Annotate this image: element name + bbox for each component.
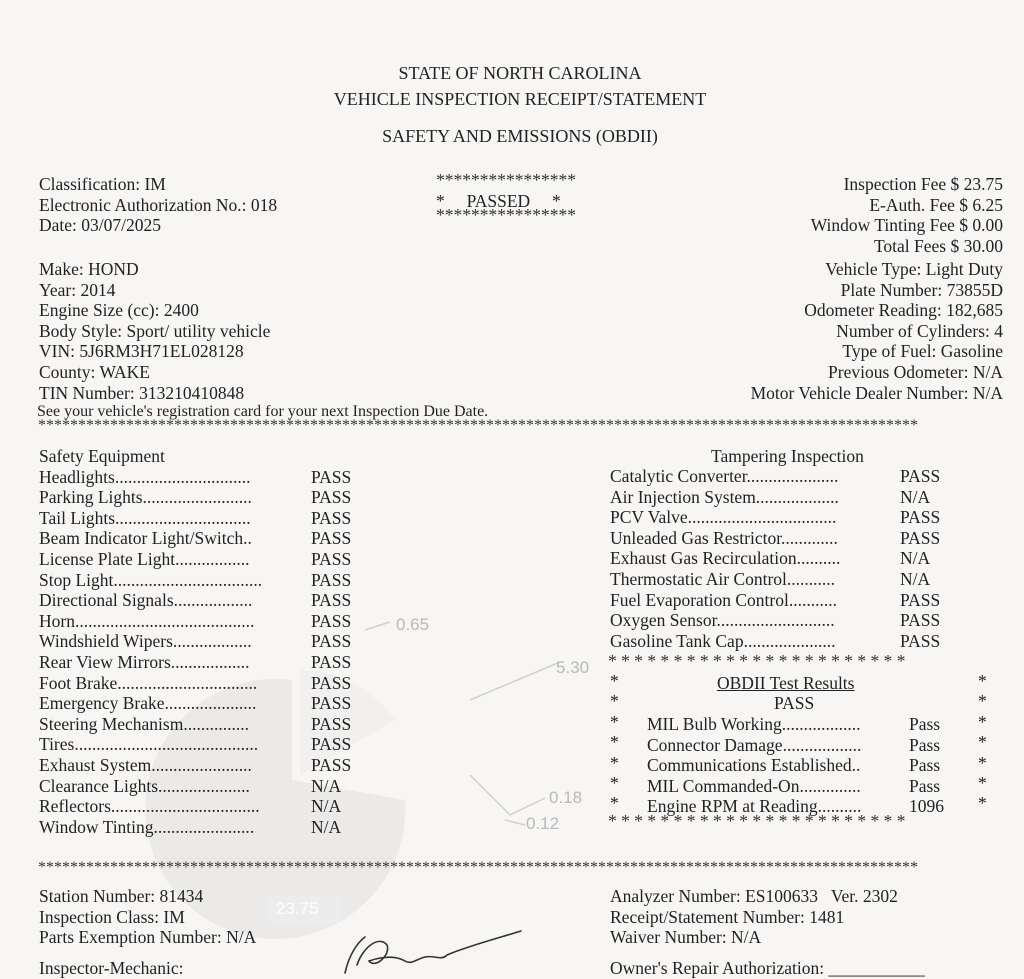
window-tinting-fee: Window Tinting Fee $ 0.00 [810,215,1003,236]
header-type: SAFETY AND EMISSIONS (OBDII) [382,126,658,146]
tampering-item-row [610,487,940,508]
safety-item-row [39,714,351,735]
authorization-number: Electronic Authorization No.: 018 [39,194,278,215]
safety-item-label: Exhaust System....................... [39,754,252,775]
obdii-result: PASS [774,693,815,713]
tampering-item-label: Gasoline Tank Cap..................... [610,630,836,651]
safety-item-label: Tail Lights............................... [39,507,251,528]
fuel-type: Type of Fuel: Gasoline [842,341,1003,362]
safety-item-label: Tires.......................................... [39,734,259,755]
safety-item-row [39,508,351,529]
watermark-number: 0.12 [526,814,560,833]
inspection-fee: Inspection Fee $ 23.75 [843,174,1003,194]
tampering-item-row [610,631,940,652]
safety-item-label: Parking Lights......................... [39,487,252,508]
divider-top: ************************************************************************************************************** [38,417,918,434]
obdii-item-row [647,735,944,756]
safety-item-label: Emergency Brake..................... [39,693,257,714]
safety-item-result: PASS [311,754,352,775]
safety-item-result: N/A [311,775,342,796]
safety-item-result: N/A [311,816,342,837]
status-label: * PASSED * [436,190,561,211]
safety-item-row [39,549,351,570]
header-title: STATE OF NORTH CAROLINA [398,63,642,83]
safety-item-label: Foot Brake................................ [39,672,258,693]
tampering-item-result: PASS [900,610,941,631]
obdii-item-row [647,714,944,735]
obdii-item-label: MIL Commanded-On.............. [647,775,861,796]
tampering-item-label: PCV Valve.................................. [610,507,837,528]
watermark-number: 5.30 [556,658,590,677]
obdii-item-label: Connector Damage.................. [647,734,862,755]
inspection-class: Inspection Class: IM [39,906,185,927]
eauth-fee: E-Auth. Fee $ 6.25 [869,194,1003,215]
safety-item-result: PASS [311,590,352,611]
county: County: WAKE [39,361,150,382]
obdii-items [647,714,944,817]
obdii-item-label: Engine RPM at Reading.......... [647,796,862,817]
safety-equipment-section [39,446,351,837]
safety-item-label: Stop Light.................................. [39,569,263,590]
receipt-number: Receipt/Statement Number: 1481 [610,906,845,927]
safety-item-label: Horn......................................... [39,610,255,631]
safety-item-result: N/A [311,796,342,817]
tampering-item-row [610,590,940,611]
vehicle-make: Make: HOND [39,259,139,279]
status-badge [436,170,576,226]
tampering-item-label: Thermostatic Air Control........... [610,568,836,589]
tampering-item-label: Fuel Evaporation Control........... [610,589,837,610]
safety-item-label: Rear View Mirrors.................. [39,651,250,672]
classification-block [39,174,277,236]
owner-repair-authorization: Owner's Repair Authorization: ___________ [610,958,925,978]
tampering-item-label: Oxygen Sensor........................... [610,610,835,631]
safety-item-result: PASS [311,713,352,734]
obdii-item-label: MIL Bulb Working.................. [647,714,861,734]
tampering-item-label: Catalytic Converter..................... [610,466,839,486]
safety-item-result: PASS [311,466,352,487]
tampering-item-result: PASS [900,527,941,548]
tampering-item-result: N/A [900,548,931,569]
tampering-item-row [610,548,940,569]
total-fees: Total Fees $ 30.00 [873,235,1003,256]
tampering-item-row [610,466,940,487]
safety-item-label: Windshield Wipers.................. [39,631,252,652]
safety-item-label: Steering Mechanism............... [39,713,249,734]
tampering-item-result: PASS [900,589,941,610]
safety-item-result: PASS [311,631,352,652]
safety-item-row [39,693,351,714]
safety-item-label: Window Tinting....................... [39,816,255,837]
safety-item-row [39,631,351,652]
safety-item-label: Directional Signals.................. [39,590,253,611]
safety-item-row [39,755,351,776]
safety-item-label: Reflectors.................................. [39,796,260,817]
waiver-number: Waiver Number: N/A [610,927,762,948]
watermark-number: 23.75 [276,899,319,918]
safety-item-result: PASS [311,672,352,693]
odometer-reading: Odometer Reading: 182,685 [804,300,1003,321]
obdii-results-box [608,651,990,831]
safety-item-row [39,611,351,632]
fees-block [811,174,1003,256]
inspector-mechanic-label: Inspector-Mechanic: [39,958,184,978]
obdii-item-result: Pass [909,775,941,796]
safety-item-result: PASS [311,693,352,714]
tampering-list [610,466,940,651]
obdii-border-top: * * * * * * * * * * * * * * * * * * * * * * * [608,651,906,671]
tampering-item-result: N/A [900,568,931,589]
obdii-title: OBDII Test Results [717,673,855,693]
safety-item-row [39,817,351,838]
safety-item-result: PASS [311,487,352,508]
obdii-border-bottom: * * * * * * * * * * * * * * * * * * * * * * * [608,811,906,831]
previous-odometer: Previous Odometer: N/A [828,361,1003,382]
tampering-item-row [610,507,940,528]
safety-item-result: PASS [311,569,352,590]
safety-item-result: PASS [311,548,352,569]
plate-number: Plate Number: 73855D [840,279,1003,300]
watermark-number: 0.65 [396,615,430,634]
inspector-signature [335,925,525,977]
safety-item-row [39,487,351,508]
divider-bottom: ************************************************************************************************************** [38,859,918,876]
safety-item-result: PASS [311,734,352,755]
analyzer-number: Analyzer Number: ES100633 Ver. 2302 [610,886,898,906]
safety-item-result: PASS [311,651,352,672]
station-info-right [610,886,898,948]
vin: VIN: 5J6RM3H71EL028128 [39,341,244,362]
vehicle-info-right [751,259,1003,403]
obdii-item-label: Communications Established.. [647,755,861,776]
vehicle-type: Vehicle Type: Light Duty [825,259,1003,279]
body-style: Body Style: Sport/ utility vehicle [39,320,271,341]
dealer-number: Motor Vehicle Dealer Number: N/A [750,382,1003,403]
header-subtitle: VEHICLE INSPECTION RECEIPT/STATEMENT [333,89,707,109]
safety-title: Safety Equipment [39,446,165,466]
classification: Classification: IM [39,174,166,194]
tin-number: TIN Number: 313210410848 [39,382,245,403]
vehicle-info-left [39,259,270,403]
registration-note: See your vehicle's registration card for your next Inspection Due Date. [37,403,489,420]
safety-item-result: PASS [311,528,352,549]
station-number: Station Number: 81434 [39,886,204,906]
status-stars-top: **************** [436,170,576,190]
safety-item-row [39,734,351,755]
safety-item-row [39,796,351,817]
obdii-item-result: 1096 [909,796,944,817]
station-info-left [39,886,256,948]
safety-item-row [39,776,351,797]
tampering-item-result: PASS [900,507,941,528]
tampering-item-label: Unleaded Gas Restrictor............. [610,527,838,548]
status-stars-bottom: **************** [436,205,576,226]
safety-item-row [39,467,351,488]
safety-list [39,467,351,838]
obdii-item-result: Pass [909,734,941,755]
inspection-date: Date: 03/07/2025 [39,215,161,236]
safety-item-row [39,673,351,694]
obdii-item-result: Pass [909,714,941,734]
vehicle-year: Year: 2014 [39,279,116,300]
safety-item-label: Headlights............................... [39,466,251,487]
safety-item-row [39,652,351,673]
number-of-cylinders: Number of Cylinders: 4 [836,320,1003,341]
tampering-item-row [610,528,940,549]
obdii-item-result: Pass [909,755,941,776]
safety-item-row [39,528,351,549]
safety-item-label: License Plate Light................. [39,548,250,569]
safety-item-result: PASS [311,507,352,528]
safety-item-row [39,570,351,591]
tampering-item-result: PASS [900,466,941,486]
safety-item-row [39,590,351,611]
obdii-border-right: * * * * * * * [978,671,987,814]
tampering-title: Tampering Inspection [711,446,864,466]
watermark-number: 0.18 [549,788,583,807]
safety-item-label: Clearance Lights..................... [39,775,250,796]
tampering-item-label: Air Injection System................... [610,486,839,507]
obdii-item-row [647,755,944,776]
engine-size: Engine Size (cc): 2400 [39,300,199,321]
tampering-item-label: Exhaust Gas Recirculation.......... [610,548,841,569]
obdii-border-left: * * * * * * * [610,671,619,814]
parts-exemption-number: Parts Exemption Number: N/A [39,927,257,948]
safety-item-result: PASS [311,610,352,631]
obdii-item-row [647,776,944,797]
tampering-item-row [610,569,940,590]
tampering-item-result: N/A [900,486,931,507]
safety-item-label: Beam Indicator Light/Switch.. [39,528,252,549]
tampering-item-row [610,610,940,631]
tampering-item-result: PASS [900,630,941,651]
